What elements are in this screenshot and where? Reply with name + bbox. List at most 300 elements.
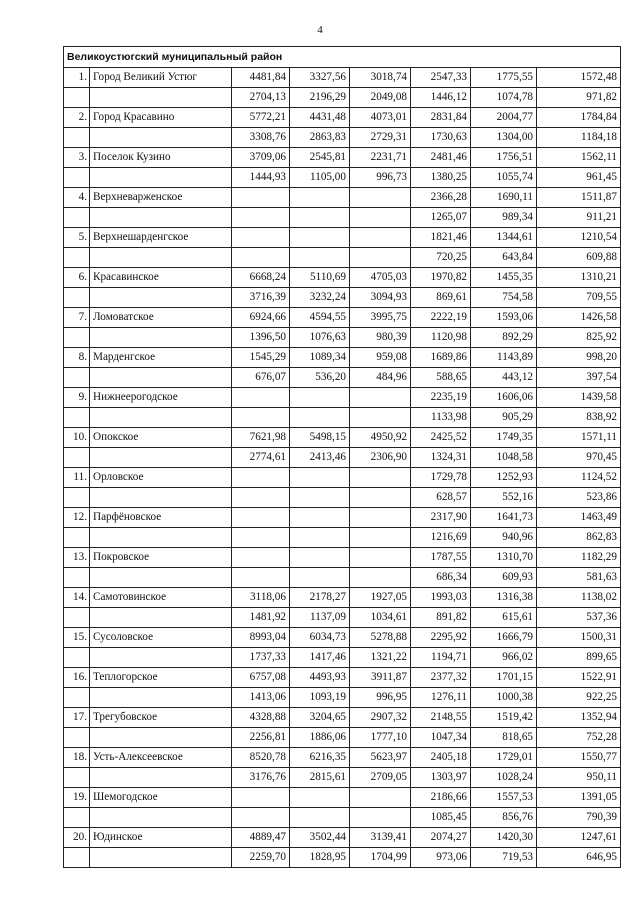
table-row bbox=[64, 528, 621, 548]
row-number bbox=[64, 128, 90, 148]
settlement-name bbox=[90, 648, 232, 668]
row-number: 6. bbox=[64, 268, 90, 288]
value-cell bbox=[350, 188, 411, 208]
row-number: 2. bbox=[64, 108, 90, 128]
table-row bbox=[64, 408, 621, 428]
value-cell bbox=[350, 248, 411, 268]
value-cell bbox=[350, 468, 411, 488]
value-cell: 970,45 bbox=[537, 448, 621, 468]
value-cell: 2774,61 bbox=[232, 448, 290, 468]
settlement-name bbox=[90, 248, 232, 268]
value-cell: 1572,48 bbox=[537, 68, 621, 88]
value-cell bbox=[232, 568, 290, 588]
value-cell: 1729,01 bbox=[471, 748, 537, 768]
table-row bbox=[64, 508, 621, 528]
value-cell: 1500,31 bbox=[537, 628, 621, 648]
value-cell: 2405,18 bbox=[411, 748, 471, 768]
settlement-name: Верхнешарденгское bbox=[90, 228, 232, 248]
value-cell: 911,21 bbox=[537, 208, 621, 228]
table-row bbox=[64, 68, 621, 88]
row-number bbox=[64, 368, 90, 388]
value-cell: 615,61 bbox=[471, 608, 537, 628]
value-cell: 1276,11 bbox=[411, 688, 471, 708]
value-cell: 1420,30 bbox=[471, 828, 537, 848]
value-cell: 1089,34 bbox=[290, 348, 350, 368]
value-cell: 2306,90 bbox=[350, 448, 411, 468]
value-cell: 2863,83 bbox=[290, 128, 350, 148]
value-cell: 959,08 bbox=[350, 348, 411, 368]
table-row bbox=[64, 668, 621, 688]
region-title: Великоустюгский муниципальный район bbox=[64, 47, 621, 68]
settlement-name: Поселок Кузино bbox=[90, 148, 232, 168]
value-cell: 1886,06 bbox=[290, 728, 350, 748]
settlement-name bbox=[90, 368, 232, 388]
value-cell bbox=[290, 188, 350, 208]
value-cell: 1562,11 bbox=[537, 148, 621, 168]
value-cell: 1210,54 bbox=[537, 228, 621, 248]
value-cell: 1380,25 bbox=[411, 168, 471, 188]
value-cell: 3118,06 bbox=[232, 588, 290, 608]
value-cell: 1133,98 bbox=[411, 408, 471, 428]
row-number bbox=[64, 528, 90, 548]
value-cell: 2186,66 bbox=[411, 788, 471, 808]
value-cell: 1344,61 bbox=[471, 228, 537, 248]
table-row bbox=[64, 748, 621, 768]
tariff-table bbox=[63, 46, 621, 868]
table-row bbox=[64, 308, 621, 328]
settlement-name: Сусоловское bbox=[90, 628, 232, 648]
value-cell: 2235,19 bbox=[411, 388, 471, 408]
value-cell: 754,58 bbox=[471, 288, 537, 308]
value-cell: 1784,84 bbox=[537, 108, 621, 128]
table-row bbox=[64, 228, 621, 248]
value-cell: 609,93 bbox=[471, 568, 537, 588]
value-cell: 1194,71 bbox=[411, 648, 471, 668]
value-cell: 2178,27 bbox=[290, 588, 350, 608]
row-number: 1. bbox=[64, 68, 90, 88]
value-cell: 1034,61 bbox=[350, 608, 411, 628]
value-cell: 1446,12 bbox=[411, 88, 471, 108]
value-cell: 838,92 bbox=[537, 408, 621, 428]
settlement-name bbox=[90, 528, 232, 548]
value-cell: 1247,61 bbox=[537, 828, 621, 848]
value-cell: 1993,03 bbox=[411, 588, 471, 608]
row-number bbox=[64, 408, 90, 428]
table-row bbox=[64, 428, 621, 448]
value-cell: 1120,98 bbox=[411, 328, 471, 348]
value-cell: 2545,81 bbox=[290, 148, 350, 168]
row-number bbox=[64, 88, 90, 108]
value-cell: 1413,06 bbox=[232, 688, 290, 708]
settlement-name: Ломоватское bbox=[90, 308, 232, 328]
settlement-name bbox=[90, 848, 232, 868]
value-cell: 5623,97 bbox=[350, 748, 411, 768]
settlement-name bbox=[90, 768, 232, 788]
value-cell bbox=[290, 248, 350, 268]
value-cell: 1606,06 bbox=[471, 388, 537, 408]
value-cell: 1310,70 bbox=[471, 548, 537, 568]
value-cell bbox=[290, 548, 350, 568]
value-cell: 2709,05 bbox=[350, 768, 411, 788]
value-cell: 1048,58 bbox=[471, 448, 537, 468]
value-cell bbox=[350, 528, 411, 548]
value-cell: 4594,55 bbox=[290, 308, 350, 328]
value-cell: 891,82 bbox=[411, 608, 471, 628]
value-cell: 862,83 bbox=[537, 528, 621, 548]
value-cell: 523,86 bbox=[537, 488, 621, 508]
value-cell: 552,16 bbox=[471, 488, 537, 508]
row-number: 16. bbox=[64, 668, 90, 688]
table-row bbox=[64, 728, 621, 748]
value-cell: 2425,52 bbox=[411, 428, 471, 448]
settlement-name bbox=[90, 128, 232, 148]
table-row bbox=[64, 288, 621, 308]
table-row bbox=[64, 808, 621, 828]
value-cell: 720,25 bbox=[411, 248, 471, 268]
value-cell: 1737,33 bbox=[232, 648, 290, 668]
value-cell: 2547,33 bbox=[411, 68, 471, 88]
value-cell: 1391,05 bbox=[537, 788, 621, 808]
row-number: 18. bbox=[64, 748, 90, 768]
value-cell: 2004,77 bbox=[471, 108, 537, 128]
row-number: 5. bbox=[64, 228, 90, 248]
value-cell: 581,63 bbox=[537, 568, 621, 588]
value-cell: 537,36 bbox=[537, 608, 621, 628]
value-cell: 966,02 bbox=[471, 648, 537, 668]
value-cell: 1137,09 bbox=[290, 608, 350, 628]
value-cell bbox=[290, 208, 350, 228]
value-cell: 961,45 bbox=[537, 168, 621, 188]
value-cell: 3139,41 bbox=[350, 828, 411, 848]
value-cell bbox=[232, 208, 290, 228]
table-row bbox=[64, 768, 621, 788]
settlement-name bbox=[90, 808, 232, 828]
table-row bbox=[64, 688, 621, 708]
value-cell: 973,06 bbox=[411, 848, 471, 868]
value-cell: 1028,24 bbox=[471, 768, 537, 788]
value-cell: 1252,93 bbox=[471, 468, 537, 488]
value-cell: 2366,28 bbox=[411, 188, 471, 208]
row-number: 17. bbox=[64, 708, 90, 728]
table-row bbox=[64, 568, 621, 588]
value-cell: 1571,11 bbox=[537, 428, 621, 448]
value-cell: 1085,45 bbox=[411, 808, 471, 828]
table-row bbox=[64, 348, 621, 368]
row-number: 7. bbox=[64, 308, 90, 328]
value-cell bbox=[290, 568, 350, 588]
value-cell: 6668,24 bbox=[232, 268, 290, 288]
value-cell: 1519,42 bbox=[471, 708, 537, 728]
value-cell: 7621,98 bbox=[232, 428, 290, 448]
value-cell: 2413,46 bbox=[290, 448, 350, 468]
table-row bbox=[64, 168, 621, 188]
value-cell: 4328,88 bbox=[232, 708, 290, 728]
value-cell bbox=[290, 808, 350, 828]
value-cell: 3995,75 bbox=[350, 308, 411, 328]
value-cell: 856,76 bbox=[471, 808, 537, 828]
settlement-name bbox=[90, 448, 232, 468]
value-cell: 825,92 bbox=[537, 328, 621, 348]
settlement-name: Трегубовское bbox=[90, 708, 232, 728]
value-cell: 3204,65 bbox=[290, 708, 350, 728]
settlement-name bbox=[90, 608, 232, 628]
value-cell: 1444,93 bbox=[232, 168, 290, 188]
value-cell: 899,65 bbox=[537, 648, 621, 668]
table-row bbox=[64, 248, 621, 268]
value-cell: 1055,74 bbox=[471, 168, 537, 188]
value-cell: 1701,15 bbox=[471, 668, 537, 688]
value-cell: 1730,63 bbox=[411, 128, 471, 148]
value-cell: 1417,46 bbox=[290, 648, 350, 668]
value-cell: 8520,78 bbox=[232, 748, 290, 768]
value-cell bbox=[290, 388, 350, 408]
value-cell: 892,29 bbox=[471, 328, 537, 348]
value-cell: 1324,31 bbox=[411, 448, 471, 468]
row-number: 3. bbox=[64, 148, 90, 168]
value-cell: 996,95 bbox=[350, 688, 411, 708]
settlement-name bbox=[90, 168, 232, 188]
value-cell bbox=[350, 488, 411, 508]
value-cell: 3716,39 bbox=[232, 288, 290, 308]
value-cell: 719,53 bbox=[471, 848, 537, 868]
value-cell: 998,20 bbox=[537, 348, 621, 368]
value-cell bbox=[232, 808, 290, 828]
row-number: 19. bbox=[64, 788, 90, 808]
value-cell: 2256,81 bbox=[232, 728, 290, 748]
table-row bbox=[64, 268, 621, 288]
table-row bbox=[64, 488, 621, 508]
value-cell: 6757,08 bbox=[232, 668, 290, 688]
value-cell: 989,34 bbox=[471, 208, 537, 228]
value-cell: 1522,91 bbox=[537, 668, 621, 688]
page-number: 4 bbox=[317, 24, 323, 36]
row-number: 8. bbox=[64, 348, 90, 368]
value-cell: 1593,06 bbox=[471, 308, 537, 328]
table-row bbox=[64, 848, 621, 868]
settlement-name: Теплогорское bbox=[90, 668, 232, 688]
value-cell: 3327,56 bbox=[290, 68, 350, 88]
row-number: 20. bbox=[64, 828, 90, 848]
value-cell: 869,61 bbox=[411, 288, 471, 308]
value-cell: 971,82 bbox=[537, 88, 621, 108]
value-cell: 1455,35 bbox=[471, 268, 537, 288]
value-cell: 752,28 bbox=[537, 728, 621, 748]
value-cell: 922,25 bbox=[537, 688, 621, 708]
value-cell: 4493,93 bbox=[290, 668, 350, 688]
row-number bbox=[64, 168, 90, 188]
value-cell: 709,55 bbox=[537, 288, 621, 308]
value-cell: 4073,01 bbox=[350, 108, 411, 128]
value-cell: 1729,78 bbox=[411, 468, 471, 488]
value-cell bbox=[232, 548, 290, 568]
value-cell bbox=[232, 228, 290, 248]
value-cell: 6216,35 bbox=[290, 748, 350, 768]
value-cell: 1481,92 bbox=[232, 608, 290, 628]
value-cell bbox=[350, 228, 411, 248]
value-cell: 609,88 bbox=[537, 248, 621, 268]
value-cell: 1545,29 bbox=[232, 348, 290, 368]
settlement-name: Марденгское bbox=[90, 348, 232, 368]
settlement-name: Шемогодское bbox=[90, 788, 232, 808]
row-number bbox=[64, 448, 90, 468]
value-cell: 1310,21 bbox=[537, 268, 621, 288]
value-cell: 5772,21 bbox=[232, 108, 290, 128]
table-row bbox=[64, 148, 621, 168]
value-cell: 2907,32 bbox=[350, 708, 411, 728]
value-cell: 2377,32 bbox=[411, 668, 471, 688]
settlement-name: Красавинское bbox=[90, 268, 232, 288]
value-cell: 1550,77 bbox=[537, 748, 621, 768]
table-row bbox=[64, 108, 621, 128]
value-cell: 2729,31 bbox=[350, 128, 411, 148]
value-cell: 1105,00 bbox=[290, 168, 350, 188]
settlement-name: Опокское bbox=[90, 428, 232, 448]
value-cell bbox=[290, 528, 350, 548]
value-cell: 5110,69 bbox=[290, 268, 350, 288]
table-row bbox=[64, 448, 621, 468]
value-cell bbox=[350, 408, 411, 428]
value-cell: 1511,87 bbox=[537, 188, 621, 208]
value-cell: 2259,70 bbox=[232, 848, 290, 868]
table-row bbox=[64, 188, 621, 208]
value-cell: 588,65 bbox=[411, 368, 471, 388]
row-number bbox=[64, 288, 90, 308]
value-cell: 1666,79 bbox=[471, 628, 537, 648]
settlement-name: Верхневарженское bbox=[90, 188, 232, 208]
value-cell: 1093,19 bbox=[290, 688, 350, 708]
value-cell: 1352,94 bbox=[537, 708, 621, 728]
value-cell: 646,95 bbox=[537, 848, 621, 868]
value-cell bbox=[232, 788, 290, 808]
value-cell: 2815,61 bbox=[290, 768, 350, 788]
value-cell: 1787,55 bbox=[411, 548, 471, 568]
value-cell: 1138,02 bbox=[537, 588, 621, 608]
value-cell: 2196,29 bbox=[290, 88, 350, 108]
settlement-name: Нижнеерогодское bbox=[90, 388, 232, 408]
table-row bbox=[64, 88, 621, 108]
value-cell: 2481,46 bbox=[411, 148, 471, 168]
value-cell bbox=[350, 788, 411, 808]
value-cell bbox=[290, 228, 350, 248]
row-number bbox=[64, 808, 90, 828]
value-cell: 1304,00 bbox=[471, 128, 537, 148]
value-cell: 643,84 bbox=[471, 248, 537, 268]
settlement-name: Город Красавино bbox=[90, 108, 232, 128]
value-cell: 4950,92 bbox=[350, 428, 411, 448]
value-cell bbox=[290, 408, 350, 428]
value-cell: 4705,03 bbox=[350, 268, 411, 288]
value-cell: 1426,58 bbox=[537, 308, 621, 328]
value-cell: 1265,07 bbox=[411, 208, 471, 228]
row-number bbox=[64, 488, 90, 508]
row-number bbox=[64, 608, 90, 628]
row-number: 4. bbox=[64, 188, 90, 208]
value-cell: 1775,55 bbox=[471, 68, 537, 88]
table-row bbox=[64, 648, 621, 668]
value-cell: 5278,88 bbox=[350, 628, 411, 648]
value-cell: 3176,76 bbox=[232, 768, 290, 788]
value-cell bbox=[350, 548, 411, 568]
row-number: 15. bbox=[64, 628, 90, 648]
value-cell: 628,57 bbox=[411, 488, 471, 508]
value-cell: 1321,22 bbox=[350, 648, 411, 668]
value-cell: 3911,87 bbox=[350, 668, 411, 688]
value-cell: 1777,10 bbox=[350, 728, 411, 748]
value-cell bbox=[232, 388, 290, 408]
value-cell: 2049,08 bbox=[350, 88, 411, 108]
value-cell: 2231,71 bbox=[350, 148, 411, 168]
value-cell: 1439,58 bbox=[537, 388, 621, 408]
settlement-name bbox=[90, 88, 232, 108]
value-cell bbox=[290, 508, 350, 528]
row-number: 13. bbox=[64, 548, 90, 568]
row-number: 11. bbox=[64, 468, 90, 488]
settlement-name bbox=[90, 728, 232, 748]
row-number: 14. bbox=[64, 588, 90, 608]
value-cell: 2148,55 bbox=[411, 708, 471, 728]
row-number bbox=[64, 648, 90, 668]
value-cell: 5498,15 bbox=[290, 428, 350, 448]
value-cell: 1303,97 bbox=[411, 768, 471, 788]
value-cell: 980,39 bbox=[350, 328, 411, 348]
value-cell: 4889,47 bbox=[232, 828, 290, 848]
row-number bbox=[64, 688, 90, 708]
value-cell bbox=[232, 188, 290, 208]
row-number bbox=[64, 568, 90, 588]
value-cell bbox=[232, 468, 290, 488]
settlement-name bbox=[90, 328, 232, 348]
table-row bbox=[64, 208, 621, 228]
table-row bbox=[64, 128, 621, 148]
settlement-name bbox=[90, 208, 232, 228]
row-number bbox=[64, 848, 90, 868]
value-cell: 1076,63 bbox=[290, 328, 350, 348]
value-cell bbox=[350, 208, 411, 228]
value-cell: 3094,93 bbox=[350, 288, 411, 308]
value-cell: 1047,34 bbox=[411, 728, 471, 748]
value-cell: 1216,69 bbox=[411, 528, 471, 548]
table-row bbox=[64, 588, 621, 608]
settlement-name: Город Великий Устюг bbox=[90, 68, 232, 88]
value-cell: 1316,38 bbox=[471, 588, 537, 608]
value-cell: 1821,46 bbox=[411, 228, 471, 248]
settlement-name: Юдинское bbox=[90, 828, 232, 848]
value-cell: 1463,49 bbox=[537, 508, 621, 528]
table-row bbox=[64, 468, 621, 488]
value-cell bbox=[232, 248, 290, 268]
value-cell: 1749,35 bbox=[471, 428, 537, 448]
table-row bbox=[64, 548, 621, 568]
region-header-row bbox=[64, 47, 621, 68]
value-cell: 1124,52 bbox=[537, 468, 621, 488]
value-cell: 950,11 bbox=[537, 768, 621, 788]
table-row bbox=[64, 828, 621, 848]
value-cell: 3502,44 bbox=[290, 828, 350, 848]
settlement-name bbox=[90, 408, 232, 428]
value-cell: 790,39 bbox=[537, 808, 621, 828]
value-cell: 2295,92 bbox=[411, 628, 471, 648]
value-cell: 1184,18 bbox=[537, 128, 621, 148]
table-row bbox=[64, 608, 621, 628]
value-cell: 1143,89 bbox=[471, 348, 537, 368]
value-cell: 905,29 bbox=[471, 408, 537, 428]
value-cell: 2074,27 bbox=[411, 828, 471, 848]
value-cell bbox=[350, 568, 411, 588]
value-cell: 1690,11 bbox=[471, 188, 537, 208]
value-cell: 443,12 bbox=[471, 368, 537, 388]
value-cell bbox=[232, 508, 290, 528]
table-row bbox=[64, 328, 621, 348]
